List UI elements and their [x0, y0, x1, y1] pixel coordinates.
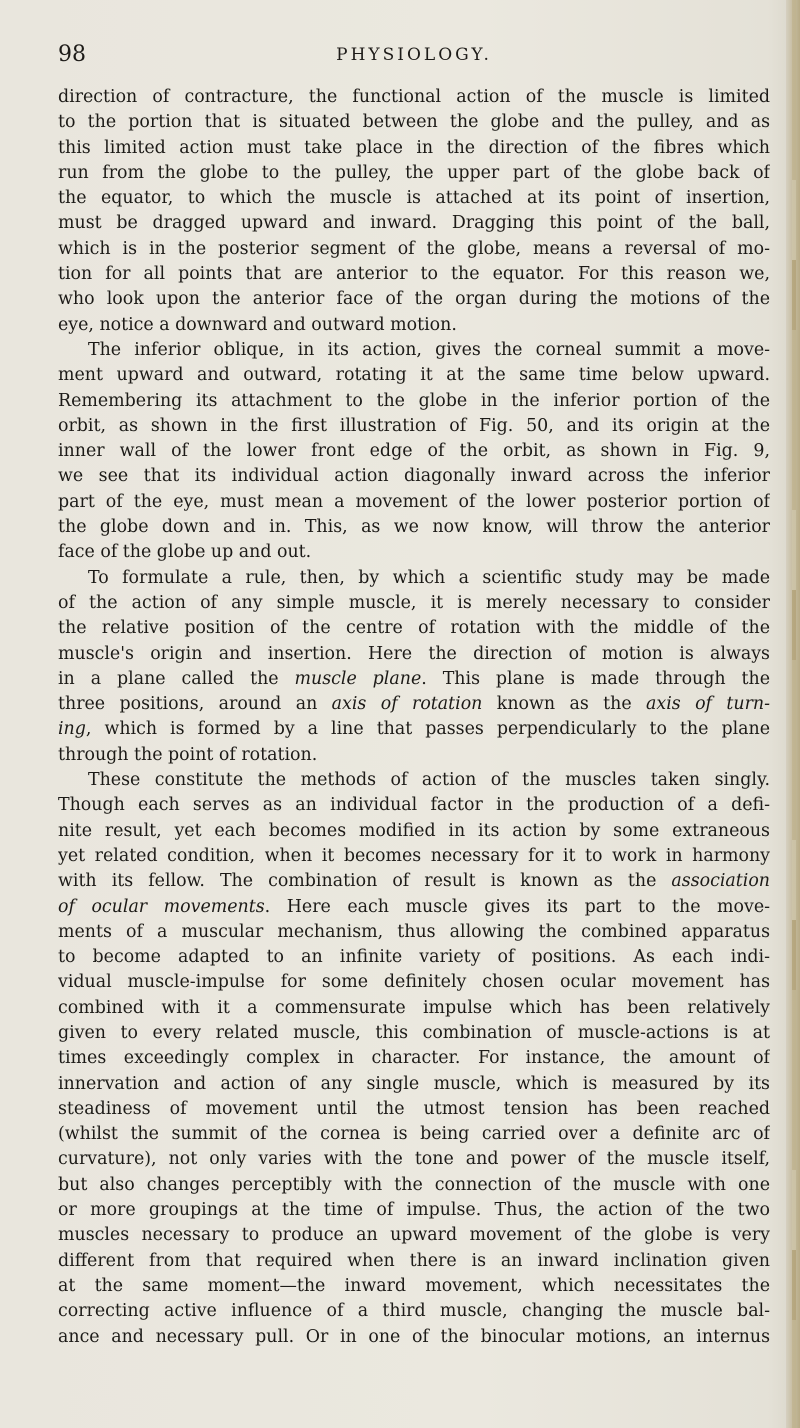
text-line: three positions, around an axis of rotation known as the axis of turn- [58, 694, 770, 715]
text-line: ment upward and outward, rotating it at the same time below upward. [58, 365, 770, 386]
text-line: given to every related muscle, this combination of muscle-actions is at [58, 1022, 770, 1043]
running-title: PHYSIOLOGY. [336, 45, 492, 65]
body-text [58, 85, 770, 1350]
text-line: To formulate a rule, then, by which a scientific study may be made [88, 567, 770, 588]
text-line: tion for all points that are anterior to the equator. For this reason we, [58, 264, 770, 285]
text-line: times exceedingly complex in character. For instance, the amount of [58, 1048, 770, 1069]
text-line: who look upon the anterior face of the organ during the motions of the [58, 289, 770, 310]
italic-term: axis of rotation [331, 694, 483, 715]
text-line: innervation and action of any single muscle, which is measured by its [58, 1073, 770, 1094]
text-line: These constitute the methods of action of the muscles taken singly. [88, 770, 770, 791]
text-line: at the same moment—the inward movement, which necessitates the [58, 1275, 770, 1296]
text-line: we see that its individual action diagonally inward across the inferior [58, 466, 770, 487]
text-line: to the portion that is situated between the globe and the pulley, and as [58, 112, 770, 133]
text-line: muscle's origin and insertion. Here the direction of motion is always [58, 643, 770, 664]
text-line: (whilst the summit of the cornea is being carried over a definite arc of [58, 1124, 770, 1145]
italic-term: muscle plane [294, 668, 422, 689]
page-header [58, 42, 770, 72]
text-line: nite result, yet each becomes modified in its action by some extraneous [58, 820, 770, 841]
text-line: combined with it a commensurate impulse which has been relatively [58, 997, 770, 1018]
text-line: orbit, as shown in the first illustration of Fig. 50, and its origin at the [58, 415, 770, 436]
text-line: The inferior oblique, in its action, gives the corneal summit a move- [88, 339, 770, 360]
text-line: this limited action must take place in the direction of the fibres which [58, 137, 770, 158]
text-line: the globe down and in. This, as we now know, will throw the anterior [58, 517, 770, 538]
text-line: run from the globe to the pulley, the upper part of the globe back of [58, 162, 770, 183]
text-line: ing, which is formed by a line that passes perpendicularly to the plane [58, 719, 770, 740]
text-line: ance and necessary pull. Or in one of the binocular motions, an internus [58, 1326, 770, 1347]
text-line: or more groupings at the time of impulse. Thus, the action of the two [58, 1200, 770, 1221]
text-line: the relative position of the centre of rotation with the middle of the [58, 618, 770, 639]
text-line: through the point of rotation. [58, 744, 318, 765]
italic-term: axis of turn- [646, 694, 770, 715]
text-line: vidual muscle-impulse for some definitely chosen ocular movement has [58, 972, 770, 993]
text-line: correcting active influence of a third muscle, changing the muscle bal- [58, 1301, 770, 1322]
text-line: Though each serves as an individual factor in the production of a defi- [58, 795, 770, 816]
italic-term: association [671, 871, 770, 892]
italic-term: of ocular movements [58, 896, 265, 917]
text-line: face of the globe up and out. [58, 542, 312, 563]
text-line: curvature), not only varies with the tone and power of the muscle itself, [58, 1149, 770, 1170]
text-line: in a plane called the muscle plane. This plane is made through the [58, 668, 770, 689]
text-line: ments of a muscular mechanism, thus allowing the combined apparatus [58, 921, 770, 942]
text-line: must be dragged upward and inward. Dragging this point of the ball, [58, 213, 770, 234]
text-line: of the action of any simple muscle, it is merely necessary to consider [58, 592, 770, 613]
text-line: with its fellow. The combination of result is known as the association [58, 871, 770, 892]
italic-term: ing [58, 719, 86, 740]
text-line: muscles necessary to produce an upward movement of the globe is very [58, 1225, 770, 1246]
text-line: part of the eye, must mean a movement of the lower posterior portion of [58, 491, 770, 512]
text-line: which is in the posterior segment of the globe, means a reversal of mo- [58, 238, 770, 259]
text-line: to become adapted to an infinite variety of positions. As each indi- [58, 947, 770, 968]
text-line: steadiness of movement until the utmost tension has been reached [58, 1098, 770, 1119]
text-line: eye, notice a downward and outward motion. [58, 314, 457, 335]
page-edge-strip [792, 0, 796, 1428]
text-line: inner wall of the lower front edge of the orbit, as shown in Fig. 9, [58, 441, 770, 462]
text-line: the equator, to which the muscle is attached at its point of insertion, [58, 188, 770, 209]
text-line: Remembering its attachment to the globe in the inferior portion of the [58, 390, 770, 411]
text-line: but also changes perceptibly with the connection of the muscle with one [58, 1174, 770, 1195]
page-number: 98 [58, 42, 86, 67]
text-line: of ocular movements. Here each muscle gives its part to the move- [58, 896, 770, 917]
text-line: different from that required when there is an inward inclination given [58, 1250, 770, 1271]
text-line: yet related condition, when it becomes necessary for it to work in harmony [58, 845, 770, 866]
text-line: direction of contracture, the functional action of the muscle is limited [58, 87, 770, 107]
